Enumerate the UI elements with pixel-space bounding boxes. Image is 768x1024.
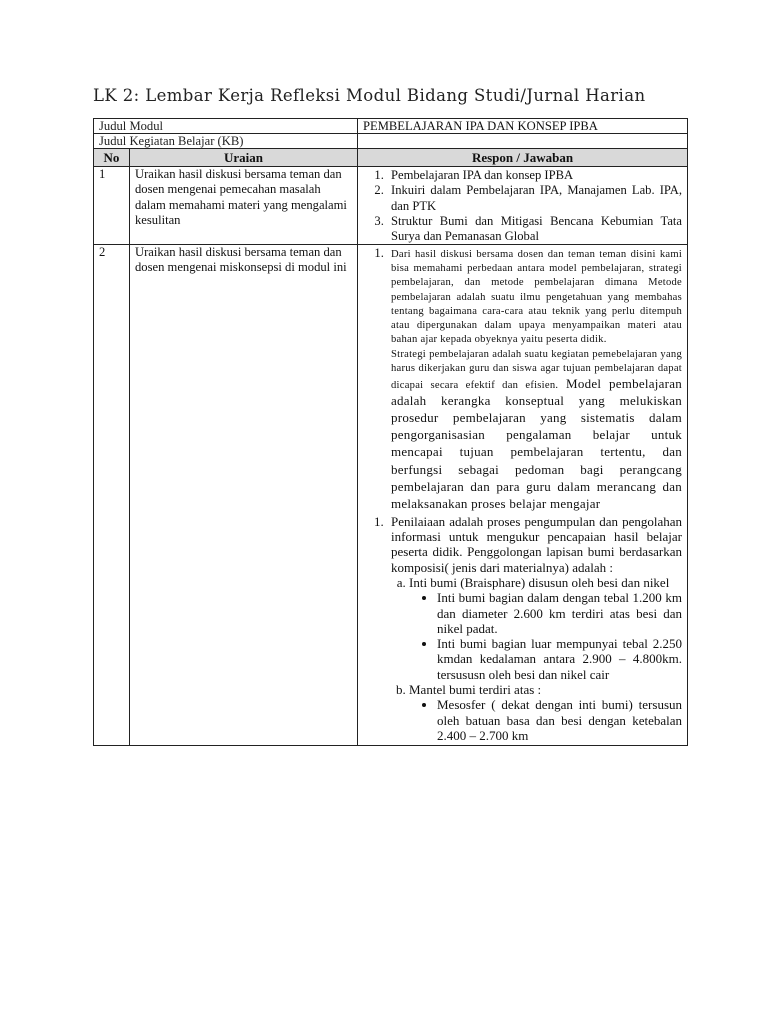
learning-activity-row <box>94 134 688 149</box>
response-paragraph: 1. Dari hasil diskusi bersama dosen dan teman teman disini kami bisa memahami perbedaan antara model pembelajaran, strategi pembelajaran, dan metode pembelajaran dimana Metode pembelajaran adalah suatu ilmu pengetahuan yang membahas tentang bagaimana cara-cara atau teknik yang perlu ditempuh atau dipergunakan dalam upaya menyampaikan materi atau bahan ajar kepada obyeknya yaitu peserta didik. <box>391 249 683 345</box>
module-title-label: Judul Modul <box>94 119 358 134</box>
sub-item-b <box>409 682 682 743</box>
bullet-item: • Inti bumi bagian luar mempunyai tebal 2.250 kmdan kedalaman antara 2.900 – 4.800km. tersususn oleh besi dan nikel cair <box>437 636 682 682</box>
sub-item-a <box>409 575 682 682</box>
header-no: No <box>94 149 130 167</box>
module-title-value: PEMBELAJARAN IPA DAN KONSEP IPBA <box>358 119 688 134</box>
response-list <box>363 514 682 743</box>
response-list <box>363 246 682 513</box>
row-number: 2 <box>94 245 130 746</box>
header-row <box>94 149 688 167</box>
row-response <box>358 245 688 746</box>
response-item: 2. Inkuiri dalam Pembelajaran IPA, Manajamen Lab. IPA, dan PTK <box>387 183 682 213</box>
bullet-list <box>409 590 682 682</box>
table-row <box>94 245 688 746</box>
sub-list <box>391 575 682 743</box>
header-respon: Respon / Jawaban <box>358 149 688 167</box>
response-paragraph-small <box>391 348 682 513</box>
response-list <box>363 168 682 244</box>
row-uraian: Uraikan hasil diskusi bersama teman dan dosen mengenai pemecahan masalah dalam memahami materi yang mengalami kesulitan <box>130 167 358 245</box>
table-row <box>94 167 688 245</box>
response-paragraph-model: Model pembelajaran adalah kerangka konseptual yang melukiskan prosedur pembelajaran yang sistematis dalam pengorganisasian pengalaman belajar untuk mencapai tujuan pembelajaran tertentu, dan berfungsi sebagai pedoman bagi perangcang pembelajaran dan para guru dalam merancang dan melaksanakan proses belajar mengajar <box>391 376 683 511</box>
bullet-item: • Mesosfer ( dekat dengan inti bumi) tersusun oleh batuan basa dan besi dengan ketebalan 2.400 – 2.700 km <box>437 697 682 743</box>
response-item <box>387 514 682 743</box>
sub-item-text: Inti bumi (Braisphare) disusun oleh besi dan nikel <box>409 575 670 590</box>
reflection-table <box>93 118 688 746</box>
learning-activity-label: Judul Kegiatan Belajar (KB) <box>94 134 358 149</box>
sub-item-text: Mantel bumi terdiri atas : <box>409 682 542 698</box>
row-number: 1 <box>94 167 130 245</box>
module-title-row <box>94 119 688 134</box>
response-paragraph: Strategi pembelajaran adalah suatu kegiatan pemebelajaran yang harus dikerjakan guru dan siswa agar tujuan pembelajaran dapat dicapai secara efektif dan efisien. <box>391 348 683 392</box>
response-item: 1. Pembelajaran IPA dan konsep IPBA <box>387 168 682 183</box>
response-item: 3. Struktur Bumi dan Mitigasi Bencana Kebumian Tata Surya dan Pemanasan Global <box>387 214 682 244</box>
row-uraian: Uraikan hasil diskusi bersama teman dan dosen mengenai miskonsepsi di modul ini <box>130 245 358 746</box>
response-item <box>387 246 682 513</box>
page-title: LK 2: Lembar Kerja Refleksi Modul Bidang Studi/Jurnal Harian <box>93 86 646 105</box>
learning-activity-value <box>358 134 688 149</box>
bullet-list <box>409 697 682 743</box>
row-response <box>358 167 688 245</box>
bullet-item: • Inti bumi bagian dalam dengan tebal 1.200 km dan diameter 2.600 km terdiri atas besi dan nikel padat. <box>437 590 682 636</box>
header-uraian: Uraian <box>130 149 358 167</box>
response-paragraph: Penilaiaan adalah proses pengumpulan dan pengolahan informasi untuk mengukur pencapaian hasil belajar peserta didik. Penggolongan lapisan bumi berdasarkan komposisi( jenis dari materialnya) adalah : <box>391 513 683 575</box>
